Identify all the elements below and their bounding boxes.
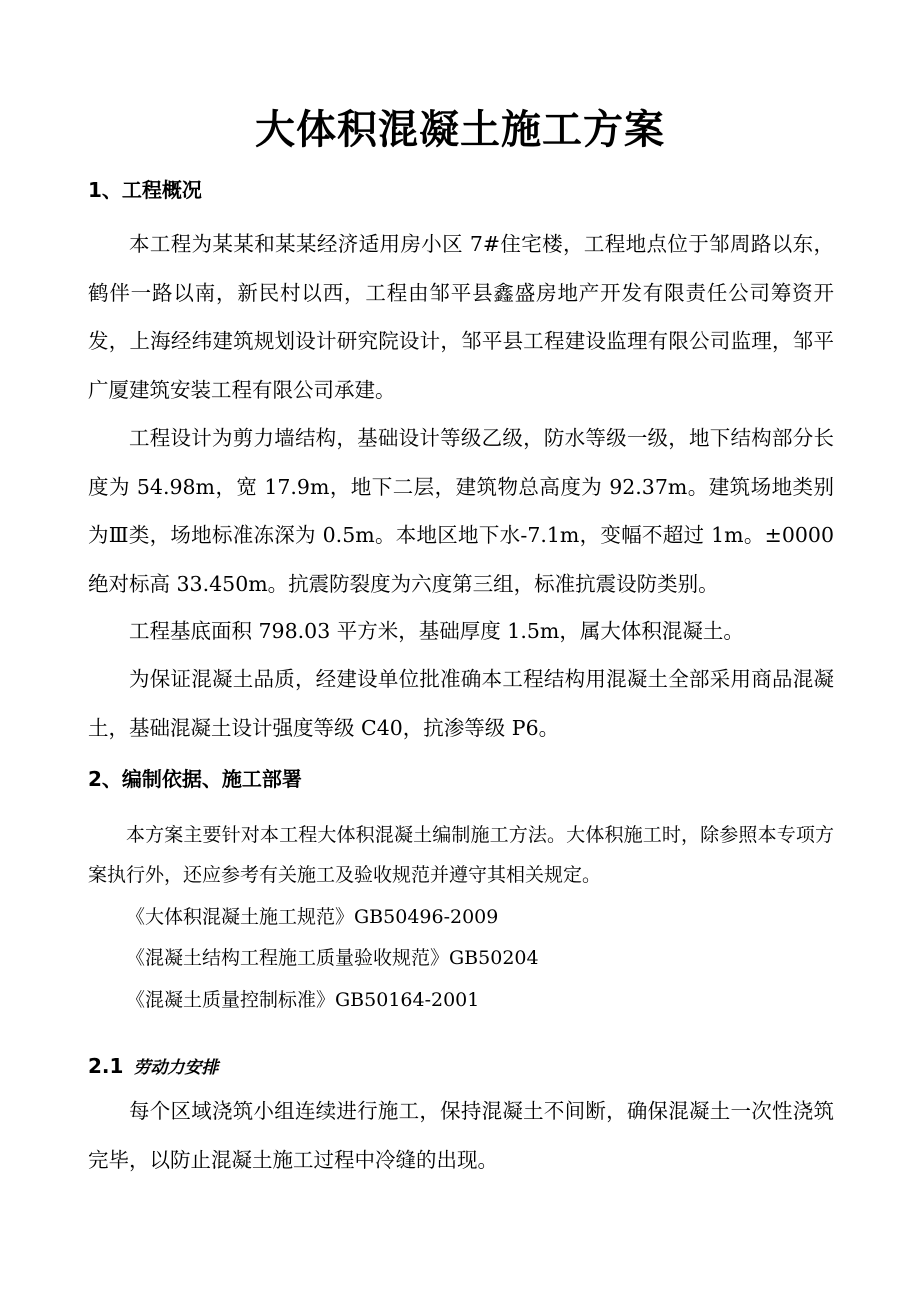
section-2-heading: 2、编制依据、施工部署 <box>88 767 302 791</box>
section-1-paragraph-2: 工程设计为剪力墙结构，基础设计等级乙级，防水等级一级，地下结构部分长度为 54.98m，宽 17.9m，地下二层，建筑物总高度为 92.37m。建筑场地类别为Ⅲ类，场地标准冻深为 0.5m。本地区地下水-7.1m，变幅不超过 1m。±0000 绝对标高 33.450m。抗震防裂度为六度第三组，标准抗震设防类别。 <box>88 426 834 596</box>
reference-item: 《混凝土质量控制标准》GB50164-2001 <box>126 989 480 1011</box>
reference-item: 《大体积混凝土施工规范》GB50496-2009 <box>126 906 499 928</box>
section-2-1-number: 2.1 <box>88 1054 124 1078</box>
section-1-heading: 1、工程概况 <box>88 178 202 202</box>
section-2-paragraph-1: 本方案主要针对本工程大体积混凝土编制施工方法。大体积施工时，除参照本专项方案执行外，还应参考有关施工及验收规范并遵守其相关规定。 <box>88 824 834 886</box>
section-1-paragraph-4: 为保证混凝土品质，经建设单位批准确本工程结构用混凝土全部采用商品混凝土，基础混凝土设计强度等级 C40，抗渗等级 P6。 <box>88 667 834 740</box>
document-title: 大体积混凝土施工方案 <box>255 106 665 153</box>
section-2-1-title: 劳动力安排 <box>133 1058 219 1078</box>
section-2-1-heading <box>88 1051 218 1083</box>
section-1-paragraph-3: 工程基底面积 798.03 平方米，基础厚度 1.5m，属大体积混凝土。 <box>129 619 744 643</box>
section-2-1-paragraph-1: 每个区域浇筑小组连续进行施工，保持混凝土不间断，确保混凝土一次性浇筑完毕，以防止混凝土施工过程中冷缝的出现。 <box>88 1099 834 1172</box>
reference-item: 《混凝土结构工程施工质量验收规范》GB50204 <box>126 947 539 969</box>
section-1-paragraph-1: 本工程为某某和某某经济适用房小区 7#住宅楼，工程地点位于邹周路以东，鹤伴一路以南，新民村以西，工程由邹平县鑫盛房地产开发有限责任公司筹资开发，上海经纬建筑规划设计研究院设计，邹平县工程建设监理有限公司监理，邹平广厦建筑安装工程有限公司承建。 <box>88 232 834 402</box>
